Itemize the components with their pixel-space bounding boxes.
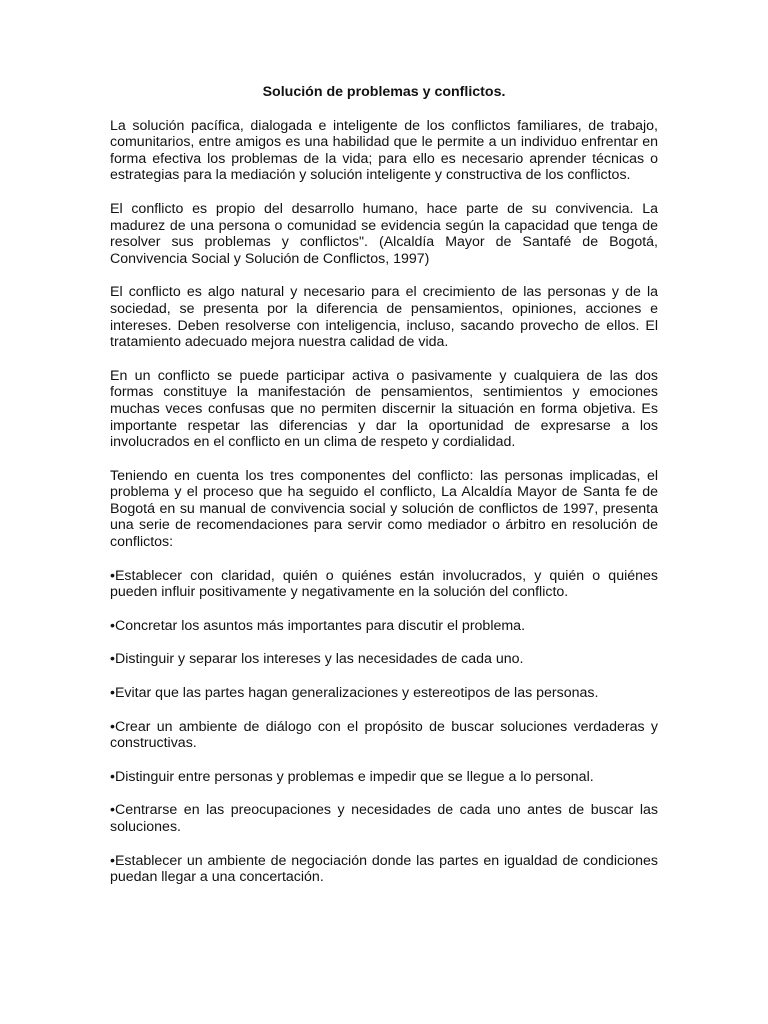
bullet-item: •Establecer con claridad, quién o quiénes están involucrados, y quién o quiénes pueden influir positivamente y negativamente en la solución del conflicto. (110, 567, 658, 601)
bullet-item: •Establecer un ambiente de negociación donde las partes en igualdad de condiciones puedan llegar a una concertación. (110, 852, 658, 886)
document-page (110, 84, 658, 903)
bullet-item: •Distinguir entre personas y problemas e impedir que se llegue a lo personal. (110, 768, 594, 785)
paragraph-components: Teniendo en cuenta los tres componentes del conflicto: las personas implicadas, el problema y el proceso que ha seguido el conflicto, La Alcaldía Mayor de Santa fe de Bogotá en su manual de convivencia social y solución de conflictos de 1997, presenta una serie de recomendaciones para servir como mediador o árbitro en resolución de conflictos: (110, 467, 658, 551)
paragraph-participation: En un conflicto se puede participar activa o pasivamente y cualquiera de las dos formas constituye la manifestación de pensamientos, sentimientos y emociones muchas veces confusas que no permiten discernir la situación en forma objetiva. Es importante respetar las diferencias y dar la oportunidad de expresarse a los involucrados en el conflicto en un clima de respeto y cordialidad. (110, 367, 658, 451)
bullet-item: •Evitar que las partes hagan generalizaciones y estereotipos de las personas. (110, 685, 599, 702)
bullet-item: •Crear un ambiente de diálogo con el propósito de buscar soluciones verdaderas y constructivas. (110, 718, 658, 752)
bullet-item: •Centrarse en las preocupaciones y necesidades de cada uno antes de buscar las soluciones. (110, 802, 658, 835)
paragraph-human-development: El conflicto es propio del desarrollo humano, hace parte de su convivencia. La madurez de una persona o comunidad se evidencia según la capacidad que tenga de resolver sus problemas y conflictos". (Alcaldía Mayor de Santafé de Bogotá, Convivencia Social y Solución de Conflictos, 1997) (110, 200, 658, 267)
document-title: Solución de problemas y conflictos. (262, 84, 506, 100)
bullet-item: •Concretar los asuntos más importantes para discutir el problema. (110, 617, 526, 634)
bullet-item: •Distinguir y separar los intereses y las necesidades de cada uno. (110, 651, 524, 668)
paragraph-intro: La solución pacífica, dialogada e inteligente de los conflictos familiares, de trabajo, comunitarios, entre amigos es una habilidad que le permite a un individuo enfrentar en forma efectiva los problemas de la vida; para ello es necesario aprender técnicas o estrategias para la mediación y solución inteligente y constructiva de los conflictos. (110, 117, 658, 184)
paragraph-natural-conflict: El conflicto es algo natural y necesario para el crecimiento de las personas y de la sociedad, se presenta por la diferencia de pensamientos, opiniones, acciones e intereses. Deben resolverse con inteligencia, incluso, sacando provecho de ellos. El tratamiento adecuado mejora nuestra calidad de vida. (110, 284, 658, 351)
